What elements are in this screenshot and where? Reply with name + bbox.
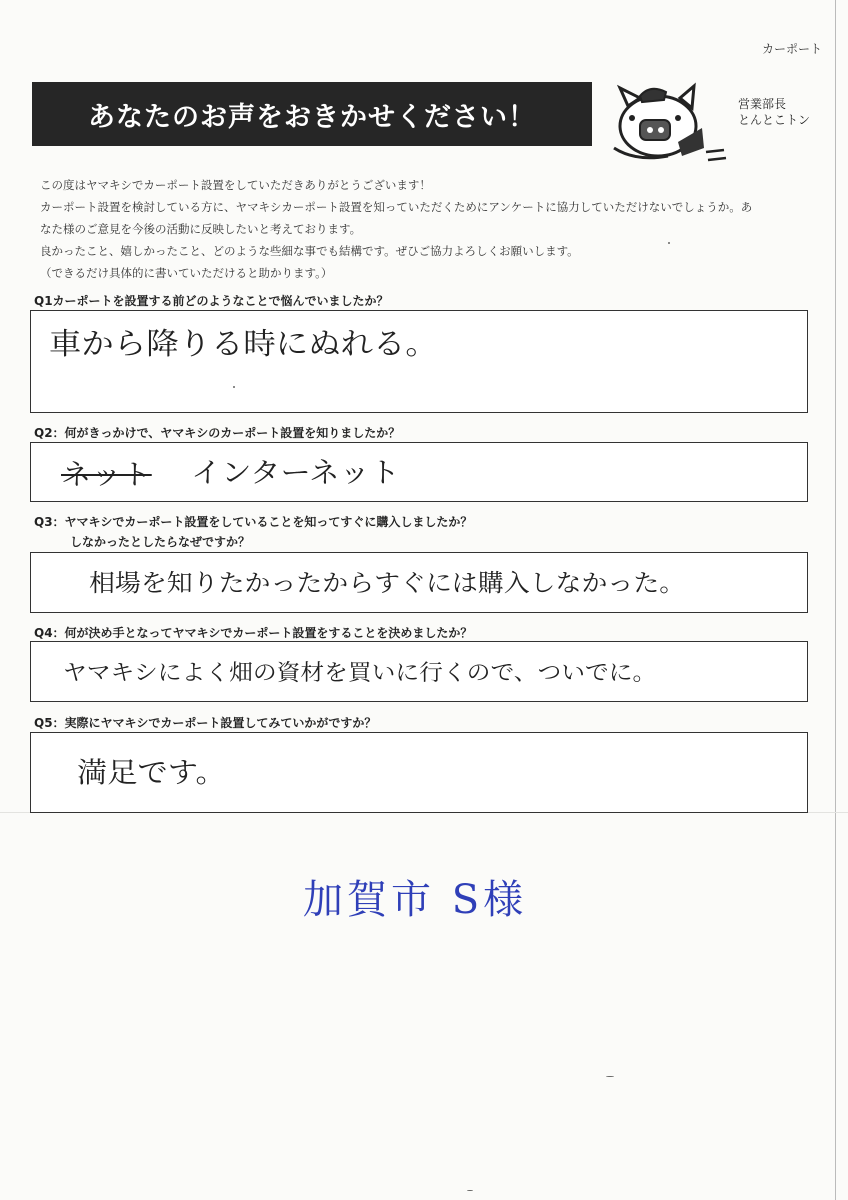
intro-line: カーポート設置を検討している方に、ヤマキシカーポート設置を知っていただくためにアンケートに協力していただけないでしょうか。あ — [40, 200, 753, 214]
page-title: あなたのお声をおきかせください！ — [32, 82, 592, 146]
intro-line: この度はヤマキシでカーポート設置をしていただきありがとうございます！ — [40, 178, 431, 192]
answer-3-box — [30, 552, 808, 613]
mascot-role: 営業部長 — [738, 97, 787, 111]
answer-2-box — [30, 442, 808, 502]
answer-2-struck-text: ネット — [61, 458, 152, 491]
answer-5-text: 満足です。 — [77, 756, 226, 789]
question-3-label-line2: しなかったとしたらなぜですか？ — [70, 535, 251, 549]
page-edge — [835, 0, 836, 1200]
question-5-label: Q5：実際にヤマキシでカーポート設置してみていかがですか？ — [34, 716, 377, 730]
answer-5-box — [30, 732, 808, 813]
intro-line: なた様のご意見を今後の活動に反映したいと考えております。 — [40, 222, 362, 236]
question-1-label: Q1カーポートを設置する前どのようなことで悩んでいましたか？ — [34, 294, 389, 308]
mascot-name: とんとこトン — [738, 113, 811, 127]
intro-text — [40, 174, 810, 284]
answer-4-text: ヤマキシによく畑の資材を買いに行くので、ついでに。 — [63, 661, 657, 686]
answer-3-text: 相場を知りたかったからすぐには購入しなかった。 — [89, 569, 686, 597]
scan-speck — [233, 386, 235, 388]
intro-line: （できるだけ具体的に書いていただけると助かります。） — [40, 266, 333, 280]
question-3-label: Q3：ヤマキシでカーポート設置をしていることを知ってすぐに購入しましたか？ — [34, 515, 473, 529]
question-4-label: Q4：何が決め手となってヤマキシでカーポート設置をすることを決めましたか？ — [34, 626, 473, 640]
mascot-caption — [738, 96, 810, 128]
scan-speck — [668, 242, 670, 244]
scan-speck — [467, 1190, 473, 1191]
question-2-label: Q2：何がきっかけで、ヤマキシのカーポート設置を知りましたか？ — [34, 426, 401, 440]
pig-mascot-icon — [606, 82, 730, 166]
answer-1-text: 車から降りる時にぬれる。 — [49, 327, 438, 362]
answer-2-text: インターネット — [191, 456, 400, 489]
answer-1-box — [30, 310, 808, 413]
customer-signature: 加賀市 S様 — [303, 877, 528, 923]
intro-line: 良かったこと、嬉しかったこと、どのような些細な事でも結構です。ぜひご協力よろしくお願いします。 — [40, 244, 579, 258]
answer-4-box — [30, 641, 808, 702]
category-label: カーポート — [761, 42, 822, 56]
scan-speck — [606, 1076, 614, 1077]
